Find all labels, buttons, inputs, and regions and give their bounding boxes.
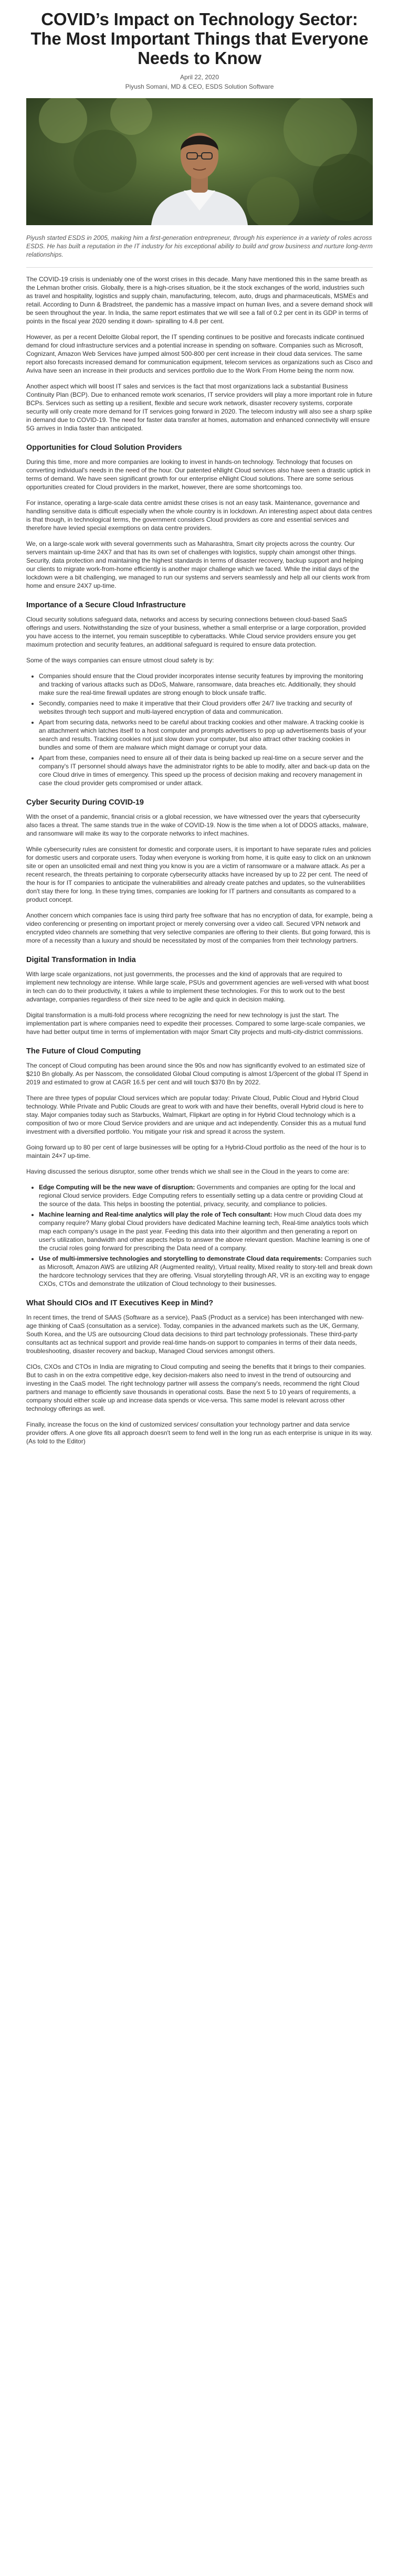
section-heading: Importance of a Secure Cloud Infrastructure (26, 601, 186, 609)
list-item: • Secondly, companies need to make it imperative that their Cloud providers offer 24/7 live tracking and security of websites through tech support and multi-layered encryption of data and communication. (39, 699, 373, 716)
paragraph: CIOs, CXOs and CTOs in India are migrating to Cloud computing and seeing the benefits that it brings to their companies. But to cash in on the extra competitive edge, key decision-makers also need to invest in the trend of outsourcing and investing in the CaaS model. The right technology partner will assess the company's needs, recommend the right Cloud partners and manage to efficiently save thousands in operational costs. Base the next 5 to 10 years of requirements, a company should either scale up and increase data spends or vice-versa. This same model is relevant across other technology offerings as well. (26, 1363, 366, 1412)
section-future-cloud (26, 1047, 373, 1288)
paragraph: Finally, increase the focus on the kind of customized services/ consultation your technology partner and data service provider offers. A one glove fits all approach doesn't seem to fend well in the long run as each enterprise is unique in its way. (As told to the Editor) (26, 1421, 372, 1445)
list-item-lead: Use of multi-immersive technologies and storytelling to demonstrate Cloud data requirements: (39, 1255, 323, 1262)
photo-caption: Piyush started ESDS in 2005, making him a first-generation entrepreneur, through his experience in a variety of roles across ESDS. He has built a reputation in the IT industry for his exceptional ability to build and grow business and nurture long-term relationships. (26, 234, 373, 258)
paragraph: During this time, more and more companies are looking to invest in hands-on technology. Technology that focuses on converting individual's needs in the need of the hour. Our patented eNlight Cloud services also have seen a drastic uptick in terms of demand. We have seen significant growth for our enterprise eNlight Cloud solutions. There are some serious opportunities created for Cloud providers in the market, however, there are some shortcomings too. (26, 458, 371, 491)
section-secure-cloud (26, 600, 373, 787)
paragraph: With large scale organizations, not just governments, the processes and the kind of approvals that are required to implement new technology are intense. While large scale, PSUs and government agencies are well-versed with what boost in tech can do to their productivity, it takes a while to implement these technologies. For this to work out to the best advantage, companies regardless of their size need to be agile and quick in decision making. (26, 970, 369, 1003)
divider (26, 267, 373, 268)
list-item-text: Governments and companies are opting for the local and regional Cloud service providers. Edge Computing refers to essentially setting up a data centre or providing Cloud at the source of the data. This helps in boosting the potential, privacy, security, and compliance to policies. (39, 1184, 363, 1208)
list-item (39, 1183, 373, 1208)
paragraph: Cloud security solutions safeguard data, networks and access by securing connections between cloud-based SaaS offerings and users. Notwithstanding the size of your business, whether a small enterprise or a large corporation, provided you have access to the internet, you remain susceptible to cyberattacks. While Cloud service providers ensure you get maximum protection and security features, an additional safeguard is required to ensure data protection. (26, 616, 366, 648)
paragraph: Some of the ways companies can ensure utmost cloud safety is by: (26, 657, 214, 664)
paragraph: With the onset of a pandemic, financial crisis or a global recession, we have witnessed over the years that cybersecurity also faces a threat. The same stands true in the wake of COVID-19. Now is the time when a lot of DDOS attacks, malware, and ransomware will make its way to the corporate networks to infect machines. (26, 813, 369, 837)
section-heading: The Future of Cloud Computing (26, 1047, 141, 1055)
section-cio-advice (26, 1298, 373, 1445)
paragraph: There are three types of popular Cloud services which are popular today: Private Cloud, Public Cloud and Hybrid Cloud technology. While Private and Public Clouds are great to work with and have their benefits, overall Hybrid cloud is here to stay. Major companies today such as Starbucks, Walmart, Flipkart are opting in for Hybrid Cloud technology which is a composition of two or more Cloud Service providers and are unique and act independently. Consider this as a mutual fund investment with a diversified portfolio. You mitigate your risk and spread it across the system. (26, 1094, 366, 1135)
section-digital-transformation (26, 955, 373, 1036)
paragraph: Having discussed the serious disruptor, some other trends which we shall see in the Cloud in the years to come are: (26, 1168, 349, 1175)
section-heading: Opportunities for Cloud Solution Providers (26, 444, 182, 452)
article-title: COVID’s Impact on Technology Sector: The Most Important Things that Everyone Needs to Know (30, 9, 369, 68)
list-item: • Apart from these, companies need to ensure all of their data is being backed up real-time on a secure server and the company's IT personnel should always have the administrator rights to be able to modify, alter and back-up data on the core Cloud drive in times of emergency. This speed up the process of decision making and recovery management in case the cloud provider gets compromised or under attack. (39, 754, 373, 787)
paragraph: Digital transformation is a multi-fold process where recognizing the need for new technology is just the start. The implementation part is where companies need to expedite their processes. Compared to some large-scale companies, we have had better output time in terms of implementation with major Smart City projects and multi-city-district commissions. (26, 1011, 365, 1036)
article-date: April 22, 2020 (180, 73, 219, 81)
list-item-text: How much Cloud data does my company require? Many global Cloud providers have dedicated Machine learning tech, Real-time analytics tools which map each company's usage in the past year. Feeding this data into their algorithm and then generating a report on user's utilization, bandwidth and other aspects helps to answer the above relevant question. Machine learning is one of the crucial roles going forward for prescribing the Data need of a company. (39, 1211, 370, 1252)
section-heading: What Should CIOs and IT Executives Keep in Mind? (26, 1299, 214, 1307)
intro-section (26, 275, 373, 432)
section-cyber-security (26, 798, 373, 945)
list-item: • Apart from securing data, networks need to be careful about tracking cookies and other malware. A tracking cookie is an attachment which latches itself to a host computer and prompts advertisers to pop up advertisements basis of your search and results. Tracking cookies not just slow down your computer, but also attract other tracking cookies in bundles and some of them are malware which might damage or corrupt your data. (39, 718, 373, 752)
section-heading: Digital Transformation in India (26, 956, 136, 964)
paragraph: We, on a large-scale work with several governments such as Maharashtra, Smart city projects across the country. Our servers maintain up-time 24X7 and that has its own set of challenges with logistics, supply chain amongst other things. Security, data protection and maintaining the highest standards in terms of disaster recovery, backup support and helping our clients to migrate work-from-home efficiently is another major challenge which we faced. While the initial days of the lockdown were a bit challenging, we managed to run our systems and servers seamlessly and help all our clients work from home and ensure 24X7 up-time. (26, 540, 370, 589)
author-photo (26, 98, 373, 225)
list-item (39, 1254, 373, 1288)
bullet-list (26, 672, 373, 787)
list-item (39, 1210, 373, 1252)
paragraph: The COVID-19 crisis is undeniably one of the worst crises in this decade. Many have mentioned this in the same breath as the Lehman brother crisis. Globally, there is a high-crises situation, be it the stock exchanges of the world, industries such as travel and hospitality, logistics and supply chain, manufacturing, telecom, auto, drugs and pharmaceuticals, MSMEs and retail. According to Dunn & Bradstreet, the pandemic has a massive impact on human lives, and a severe demand shock will be seen throughout the year. In India, the same report estimates that we will see a fall of 0.2 per cent in its GDP in terms of points in the fiscal year 2020 sending it down- spiralling to 4.8 per cent. (26, 276, 373, 325)
article-byline: Piyush Somani, MD & CEO, ESDS Solution Software (125, 83, 274, 90)
author-portrait-image (26, 98, 373, 225)
paragraph: Another aspect which will boost IT sales and services is the fact that most organizations lack a substantial Business Continuity Plan (BCP). Due to enhanced remote work scenarios, IT service providers will play a more important role in future BCPs. Services such as setting up a resilient, flexible and secure work network, disaster recovery systems, corporate security will only create more demand for IT services going forward in 2020. The telecom industry will also see a sharp spike in demand due to COVID-19. The need for faster data transfer at homes, automation and enhanced connectivity will ensure 5G arrives in India faster than anticipated. (26, 383, 373, 432)
list-item: • Companies should ensure that the Cloud provider incorporates intense security features by improving the monitoring and tracking of various attacks such as DDoS, Malware, ransomware, data breaches etc. Additionally, they should make sure the real-time firewall updates are strong enough to block unsafe traffic. (39, 672, 373, 697)
section-heading: Cyber Security During COVID-19 (26, 798, 144, 807)
list-item-lead: Machine learning and Real-time analytics will play the role of Tech consultant: (39, 1211, 272, 1218)
paragraph: While cybersecurity rules are consistent for domestic and corporate users, it is important to have separate rules and policies for domestic users and corporate users. Today when everyone is working from home, it is quite easy to click on an unknown site or open an unsolicited email and next thing you know is you are a victim of ransomware or a malware attack. As per a recent research, the threats pertaining to corporate cybersecurity attacks have increased by up to 22 per cent. The need of the hour is for IT companies to anticipate the vulnerabilities and already create patches and updates, so the vulnerabilities don't stay there for long. In these trying times, companies are looking for IT partners and consultants as compared to a product concept. (26, 846, 371, 903)
list-item-lead: Edge Computing will be the new wave of disruption: (39, 1184, 195, 1191)
paragraph: Another concern which companies face is using third party free software that has no encryption of data, for example, being a video conferencing or presenting on important project or merely conversing over a video call. Secured VPN network and encrypted video channels are something that very selective companies are offering to their clients. But going forward, this is more of a necessity than a luxury and should be necessitated by most of the companies from their technology partners. (26, 912, 373, 944)
paragraph: In recent times, the trend of SAAS (Software as a service), PaaS (Product as a service) has been interchanged with new-age thinking of CaaS (consultation as a service). Today, companies in the advanced markets such as the UK, Germany, South Korea, and the US are outsourcing Cloud data decisions to third part technology professionals. These third-party consultants act as technical support and provide real-time hands-on support to companies in terms of their data needs, troubleshooting, disaster recovery and backup, Managed Cloud services amongst others. (26, 1314, 364, 1355)
paragraph: For instance, operating a large-scale data centre amidst these crises is not an easy task. Maintenance, governance and handling sensitive data is difficult especially when the whole country is in lockdown. An interesting aspect about data centres is that though, in technological terms, the government considers Cloud providers as core and essential services and therefore have levied special exemptions on data centre providers. (26, 499, 372, 532)
paragraph: Going forward up to 80 per cent of large businesses will be opting for a Hybrid-Cloud portfolio as the need of the hour is to maintain 24×7 up-time. (26, 1144, 366, 1159)
list-item-text: Companies such as Microsoft, Amazon AWS are utilizing AR (Augmented reality), Virtual reality, Mixed reality to story-tell and break down the hardcore technology services that they are offering. Visual storytelling through AR, VR is an exciting way to engage CXOs, CTOs and demonstrate the utilization of Cloud technology to their businesses. (39, 1255, 373, 1287)
paragraph: However, as per a recent Deloitte Global report, the IT spending continues to be positive and forecasts indicate continued demand for cloud infrastructure services and a potential increase in spending on software. Companies such as Microsoft, Cognizant, Amazon Web Services have jumped almost 500-800 per cent increase in their cloud data services. The same report also forecasts increased demand for communication equipment, telecom services as organizations such as Cisco and Aviva have seen an increase in their products and services portfolio due to the Work From Home being the norm now. (26, 333, 373, 374)
bullet-list (26, 1183, 373, 1288)
paragraph: The concept of Cloud computing has been around since the 90s and now has significantly evolved to an estimated size of $210 Bn globally. As per Nasscom, the consolidated Global Cloud computing is almost 1/3percent of the global IT Spend in 2019 and estimated to grow at CAGR 16.5 per cent and will touch $370 Bn by 2022. (26, 1062, 369, 1086)
section-cloud-opportunities (26, 443, 373, 590)
